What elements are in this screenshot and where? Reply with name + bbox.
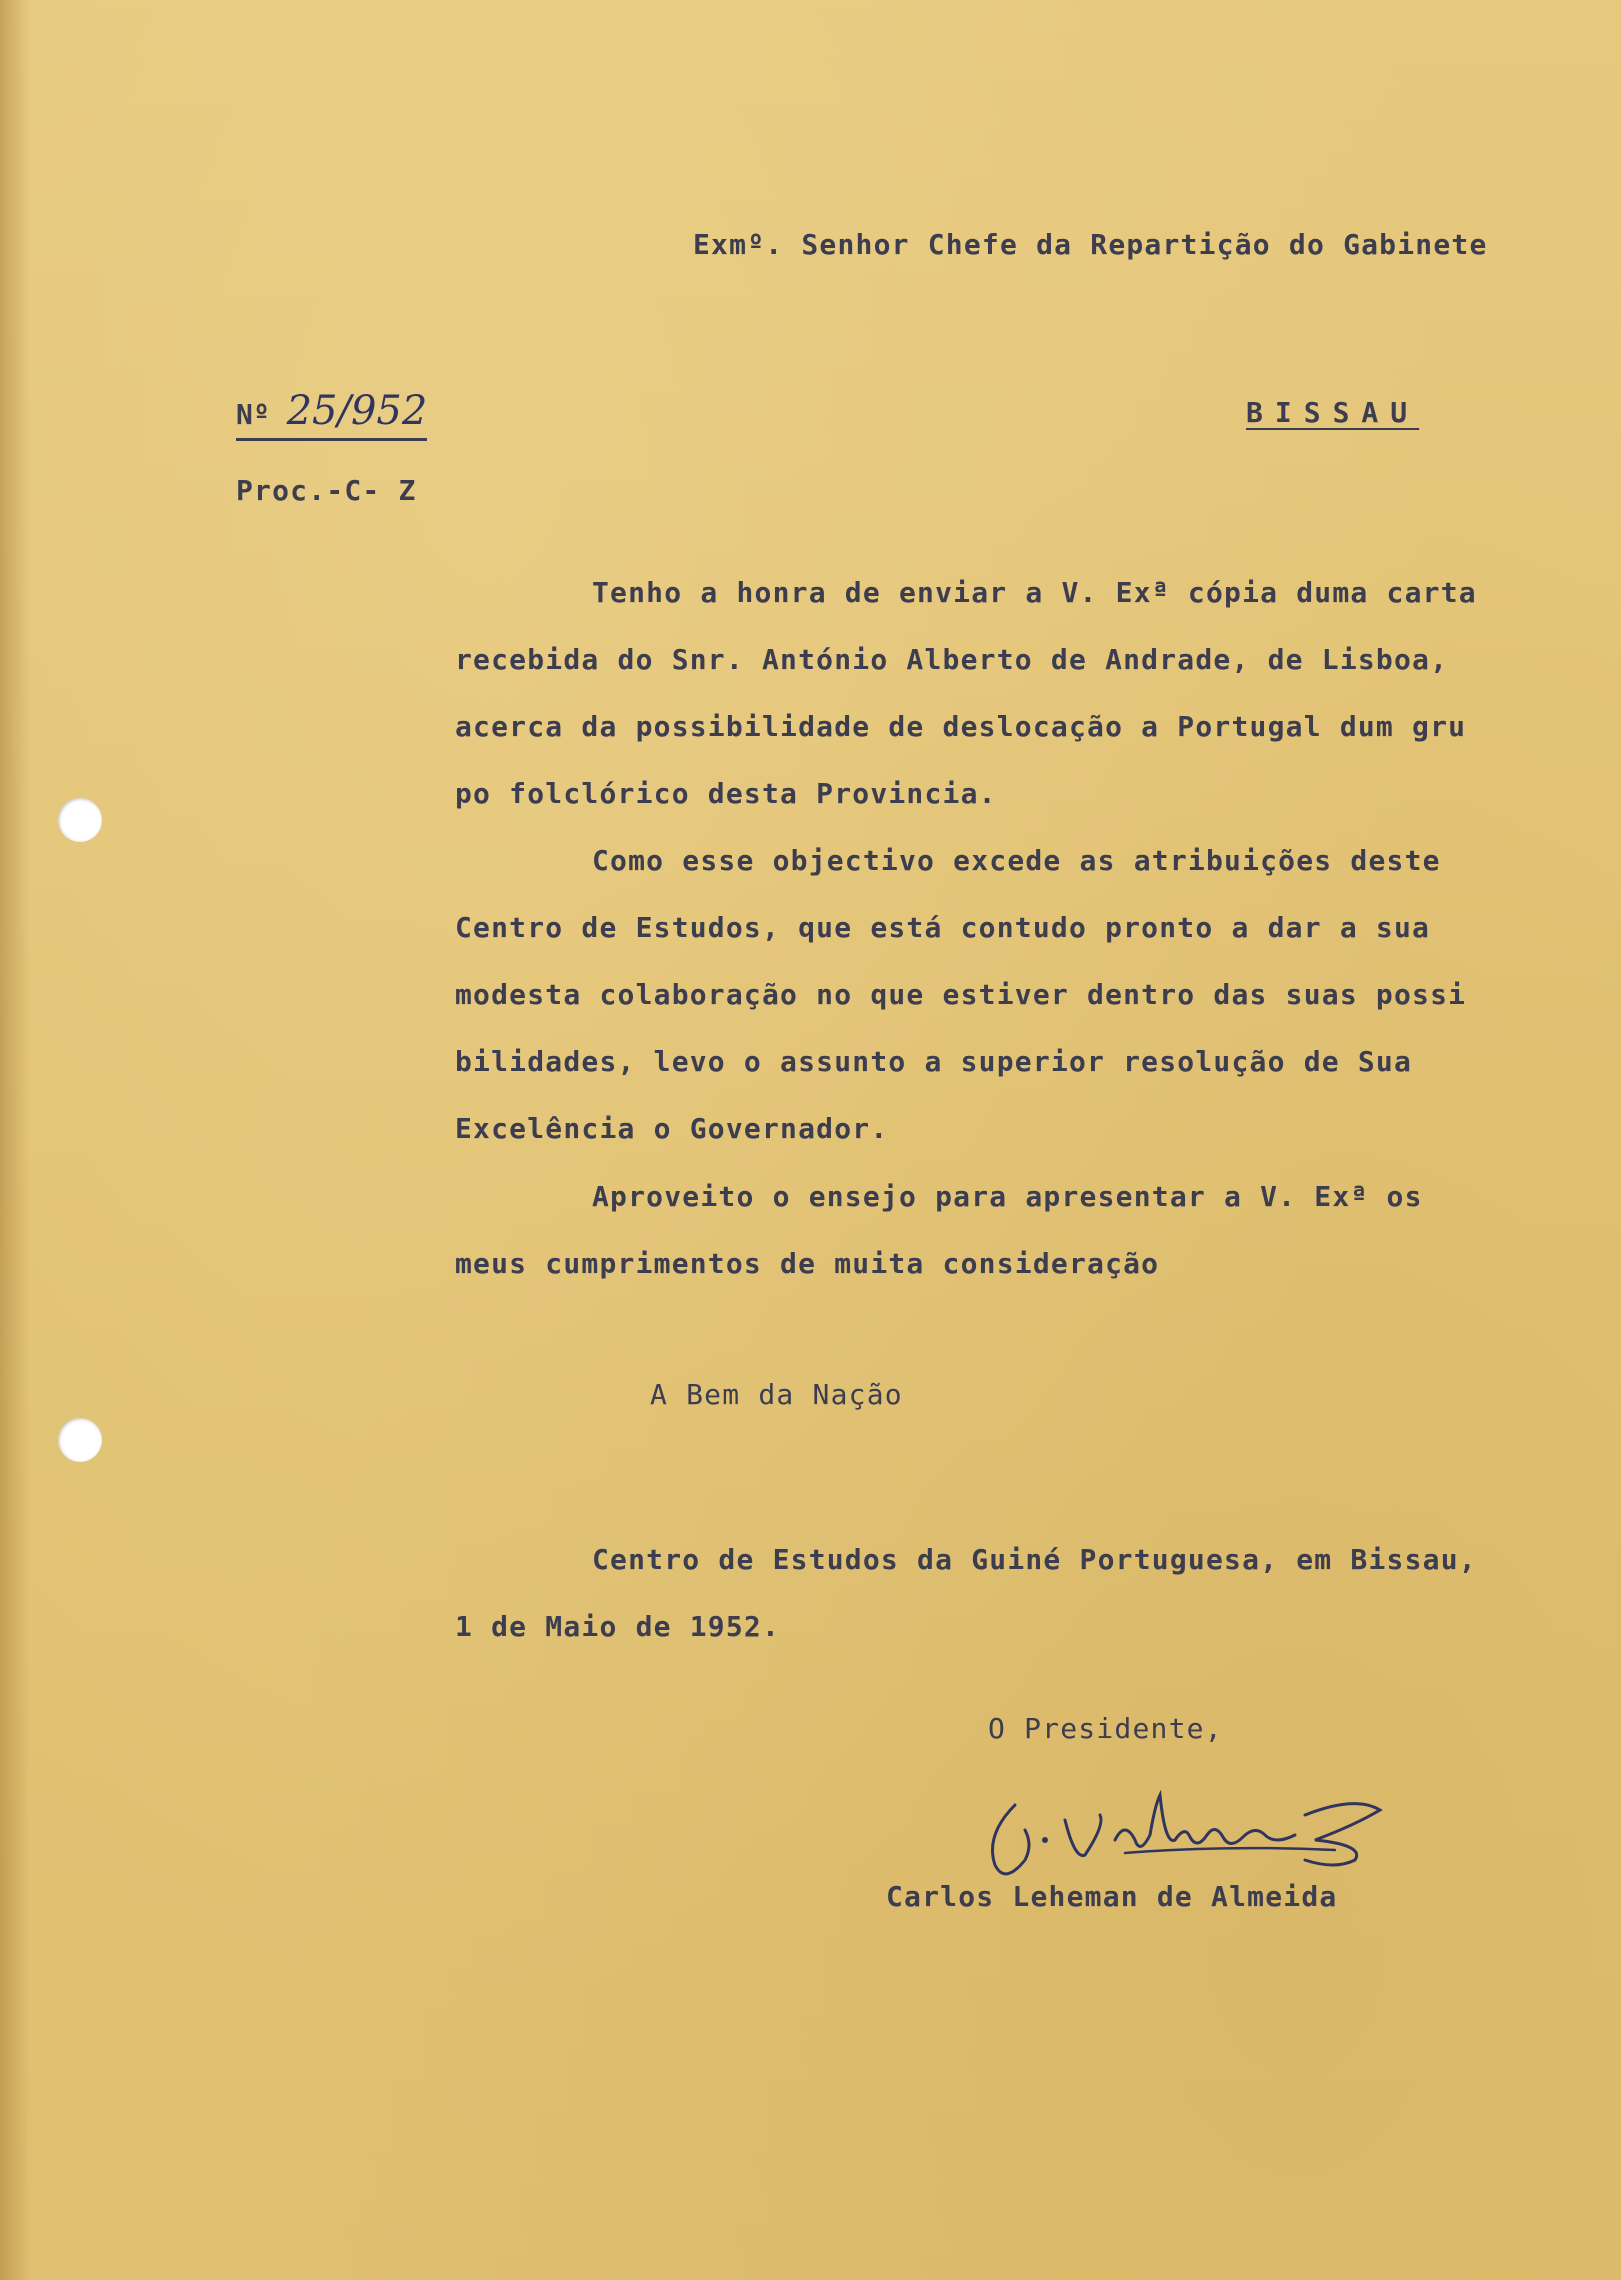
body-line: Aproveito o ensejo para apresentar a V. Exª os — [592, 1180, 1423, 1213]
body-line: Centro de Estudos, que está contudo pronto a dar a sua — [455, 911, 1431, 944]
body-line: acerca da possibilidade de deslocação a Portugal dum gru — [455, 710, 1467, 743]
number-prefix: Nº — [236, 398, 270, 431]
body-line: modesta colaboração no que estiver dentro das suas possi — [455, 978, 1467, 1011]
body-line: Excelência o Governador. — [455, 1112, 889, 1145]
body-line: meus cumprimentos de muita consideração — [455, 1247, 1160, 1280]
body-line: recebida do Snr. António Alberto de Andrade, de Lisboa, — [455, 643, 1449, 676]
date-line: 1 de Maio de 1952. — [455, 1610, 781, 1643]
number-year: /952 — [337, 388, 428, 434]
paper-edge-stain — [0, 0, 30, 2280]
body-line: Tenho a honra de enviar a V. Exª cópia duma carta — [592, 576, 1477, 609]
body-line: Como esse objectivo excede as atribuições deste — [592, 844, 1441, 877]
number-handwritten: 25 — [286, 388, 338, 434]
signatory-title: O Presidente, — [988, 1712, 1223, 1745]
city-heading: BISSAU — [1246, 396, 1420, 429]
punch-hole-bottom — [58, 1418, 102, 1462]
process-reference: Proc.-C- Z — [236, 474, 417, 507]
punch-hole-top — [58, 798, 102, 842]
body-line: po folclórico desta Provincia. — [455, 777, 997, 810]
place-line: Centro de Estudos da Guiné Portuguesa, em Bissau, — [592, 1543, 1477, 1576]
signature — [975, 1765, 1435, 1895]
addressee: Exmº. Senhor Chefe da Repartição do Gabinete — [693, 228, 1488, 261]
body-line: bilidades, levo o assunto a superior resolução de Sua — [455, 1045, 1413, 1078]
reference-number — [236, 388, 427, 441]
signatory-name: Carlos Leheman de Almeida — [886, 1880, 1338, 1913]
salutation: A Bem da Nação — [650, 1378, 903, 1411]
